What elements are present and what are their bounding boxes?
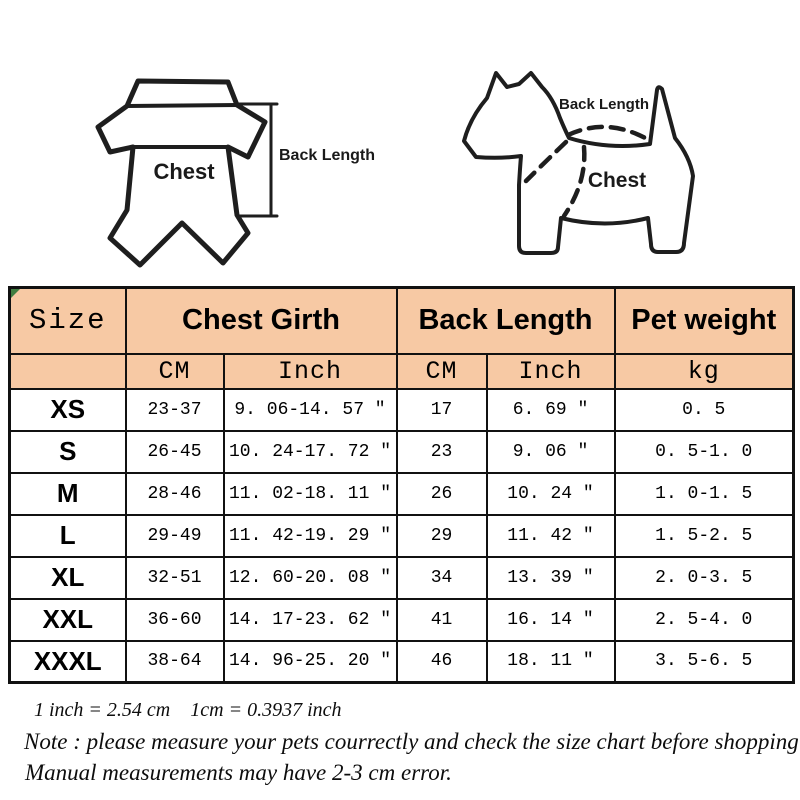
cell-back-inch: 18. 11 ″ — [487, 641, 615, 683]
cell-chest-inch: 12. 60-20. 08 ″ — [224, 557, 397, 599]
header-pet-weight: Pet weight — [615, 288, 794, 354]
dog-back-length-dashed-line — [568, 127, 647, 139]
dog-chest-label: Chest — [587, 169, 647, 192]
cell-chest-cm: 36-60 — [126, 599, 224, 641]
cell-chest-cm: 23-37 — [126, 389, 224, 431]
table-row — [10, 641, 794, 683]
subheader-back-cm: CM — [397, 354, 487, 389]
garment-chest-label: Chest — [153, 159, 215, 184]
cell-weight-kg: 2. 0-3. 5 — [615, 557, 794, 599]
dog-chest-dashed-line — [564, 147, 584, 216]
cell-corner-marker-icon — [11, 289, 20, 298]
dog-diagram — [464, 73, 693, 253]
cell-size: L — [10, 515, 126, 557]
cell-back-inch: 6. 69 ″ — [487, 389, 615, 431]
cell-back-cm: 34 — [397, 557, 487, 599]
cell-size: S — [10, 431, 126, 473]
cell-size: XXXL — [10, 641, 126, 683]
cell-weight-kg: 1. 0-1. 5 — [615, 473, 794, 515]
table-header-row — [10, 288, 794, 354]
subheader-back-inch: Inch — [487, 354, 615, 389]
table-subheader-row — [10, 354, 794, 389]
cell-back-cm: 23 — [397, 431, 487, 473]
size-table — [8, 286, 795, 684]
measurement-note-line2: Manual measurements may have 2-3 cm error. — [25, 760, 452, 785]
cell-size: XXL — [10, 599, 126, 641]
back-length-bracket — [237, 104, 277, 216]
table-row — [10, 515, 794, 557]
subheader-chest-cm: CM — [126, 354, 224, 389]
subheader-weight-kg: kg — [615, 354, 794, 389]
table-row — [10, 431, 794, 473]
table-row — [10, 557, 794, 599]
table-row — [10, 389, 794, 431]
cell-chest-cm: 28-46 — [126, 473, 224, 515]
cell-size: XL — [10, 557, 126, 599]
measurement-note-line1: Note : please measure your pets courrectly and check the size chart before shopping — [24, 729, 799, 754]
measurement-diagrams — [0, 0, 800, 286]
cell-back-cm: 29 — [397, 515, 487, 557]
cell-chest-cm: 26-45 — [126, 431, 224, 473]
cell-chest-inch: 11. 42-19. 29 ″ — [224, 515, 397, 557]
header-size: Size — [10, 288, 126, 354]
garment-diagram — [98, 81, 375, 265]
cell-chest-cm: 29-49 — [126, 515, 224, 557]
cell-chest-inch: 14. 17-23. 62 ″ — [224, 599, 397, 641]
cell-weight-kg: 1. 5-2. 5 — [615, 515, 794, 557]
table-row — [10, 599, 794, 641]
cell-back-cm: 46 — [397, 641, 487, 683]
cell-weight-kg: 2. 5-4. 0 — [615, 599, 794, 641]
dog-neck-dashed-line — [526, 142, 566, 181]
cell-back-cm: 41 — [397, 599, 487, 641]
cell-size: M — [10, 473, 126, 515]
cell-back-inch: 11. 42 ″ — [487, 515, 615, 557]
cell-back-cm: 17 — [397, 389, 487, 431]
cell-chest-inch: 14. 96-25. 20 ″ — [224, 641, 397, 683]
cell-weight-kg: 3. 5-6. 5 — [615, 641, 794, 683]
header-back-length: Back Length — [397, 288, 615, 354]
cell-chest-cm: 38-64 — [126, 641, 224, 683]
cell-weight-kg: 0. 5-1. 0 — [615, 431, 794, 473]
unit-conversion-note: 1 inch = 2.54 cm 1cm = 0.3937 inch — [34, 699, 342, 721]
header-chest-girth: Chest Girth — [126, 288, 397, 354]
cell-weight-kg: 0. 5 — [615, 389, 794, 431]
cell-chest-inch: 11. 02-18. 11 ″ — [224, 473, 397, 515]
subheader-empty — [10, 354, 126, 389]
garment-back-length-label: Back Length — [279, 147, 376, 164]
cell-size: XS — [10, 389, 126, 431]
cell-back-inch: 9. 06 ″ — [487, 431, 615, 473]
cell-back-inch: 16. 14 ″ — [487, 599, 615, 641]
cell-chest-inch: 9. 06-14. 57 ″ — [224, 389, 397, 431]
cell-chest-inch: 10. 24-17. 72 ″ — [224, 431, 397, 473]
dog-back-length-label: Back Length — [558, 96, 650, 113]
table-row — [10, 473, 794, 515]
cell-chest-cm: 32-51 — [126, 557, 224, 599]
garment-collar-seam — [127, 105, 238, 106]
cell-back-cm: 26 — [397, 473, 487, 515]
subheader-chest-inch: Inch — [224, 354, 397, 389]
cell-back-inch: 13. 39 ″ — [487, 557, 615, 599]
cell-back-inch: 10. 24 ″ — [487, 473, 615, 515]
